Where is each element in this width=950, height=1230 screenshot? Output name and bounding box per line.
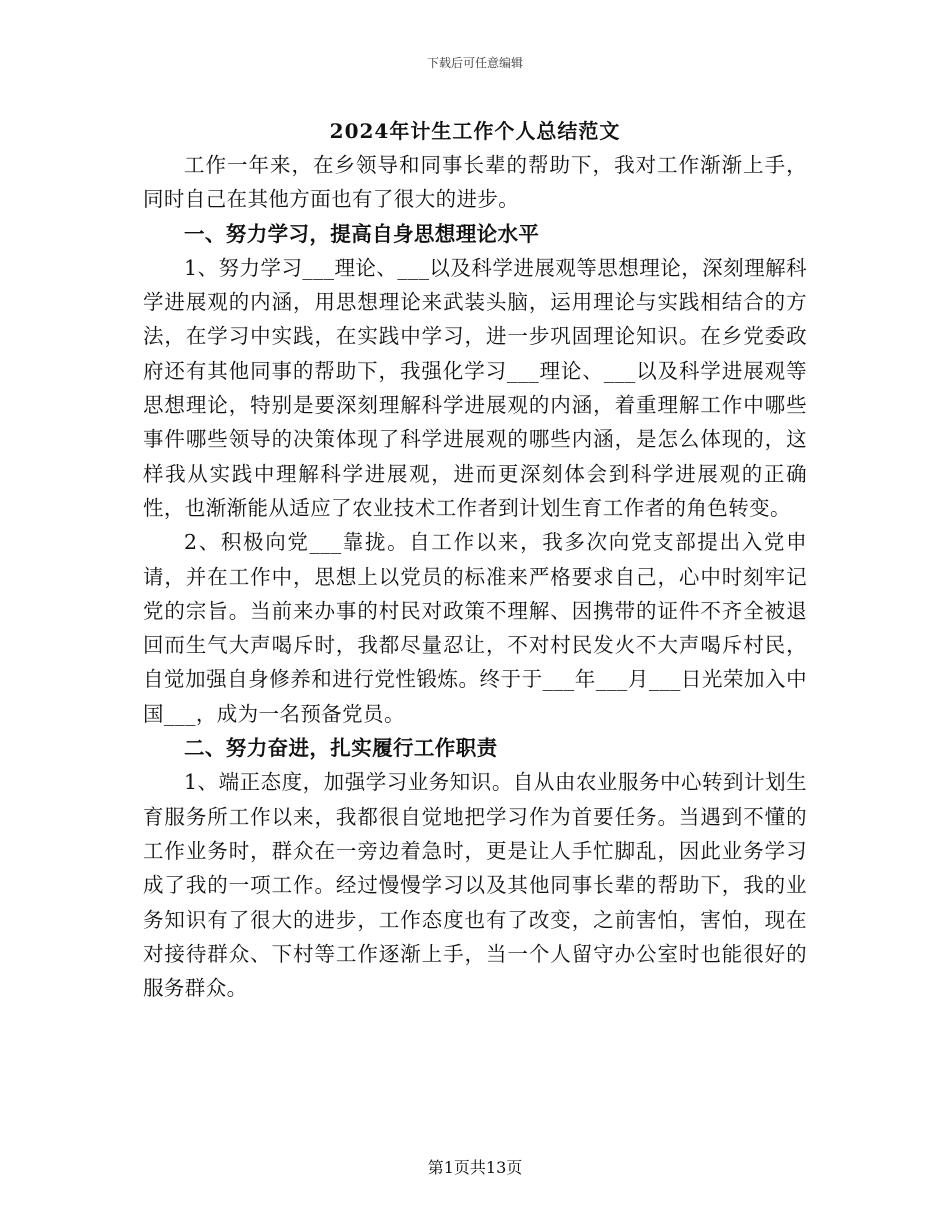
paragraph-study-theory: 1、努力学习___理论、___以及科学进展观等思想理论，深刻理解科学进展观的内涵，用思想理论来武装头脑，运用理论与实践相结合的方法，在学习中实践，在实践中学习，进一步巩固理论知识。在乡党委政府还有其他同事的帮助下，我强化学习___理论、___以及科学进展观等思想理论，特别是要深刻理解科学进展观的内涵，着重理解工作中哪些事件哪些领导的决策体现了科学进展观的哪些内涵，是怎么体现的，这样我从实践中理解科学进展观，进而更深刻体会到科学进展观的正确性，也渐渐能从适应了农业技术工作者到计划生育工作者的角色转变。 — [143, 255, 807, 520]
paragraph-party-membership: 2、积极向党___靠拢。自工作以来，我多次向党支部提出入党申请，并在工作中，思想上以党员的标准来严格要求自己，心中时刻牢记党的宗旨。当前来办事的村民对政策不理解、因携带的证件不齐全被退回而生气大声喝斥时，我都尽量忍让，不对村民发火不大声喝斥村民，自觉加强自身修养和进行党性锻炼。终于于___年___月___日光荣加入中国___，成为一名预备党员。 — [143, 530, 807, 726]
document-body — [143, 148, 807, 1005]
section-heading-study: 一、努力学习，提高自身思想理论水平 — [184, 221, 540, 246]
page-number: 第1页共13页 — [427, 1158, 523, 1177]
paragraph-business-knowledge: 1、端正态度，加强学习业务知识。自从由农业服务中心转到计划生育服务所工作以来，我都很自觉地把学习作为首要任务。当遇到不懂的工作业务时，群众在一旁边着急时，更是让人手忙脚乱，因此业务学习成了我的一项工作。经过慢慢学习以及其他同事长辈的帮助下，我的业务知识有了很大的进步，工作态度也有了改变，之前害怕，害怕，现在对接待群众、下村等工作逐渐上手，当一个人留守办公室时也能很好的服务群众。 — [143, 770, 807, 1001]
section-heading-duties: 二、努力奋进，扎实履行工作职责 — [184, 736, 498, 761]
download-note: 下载后可任意编辑 — [426, 56, 523, 70]
document-title: 2024年计生工作个人总结范文 — [329, 119, 621, 143]
intro-paragraph: 工作一年来，在乡领导和同事长辈的帮助下，我对工作渐渐上手，同时自己在其他方面也有了很大的进步。 — [143, 153, 807, 212]
